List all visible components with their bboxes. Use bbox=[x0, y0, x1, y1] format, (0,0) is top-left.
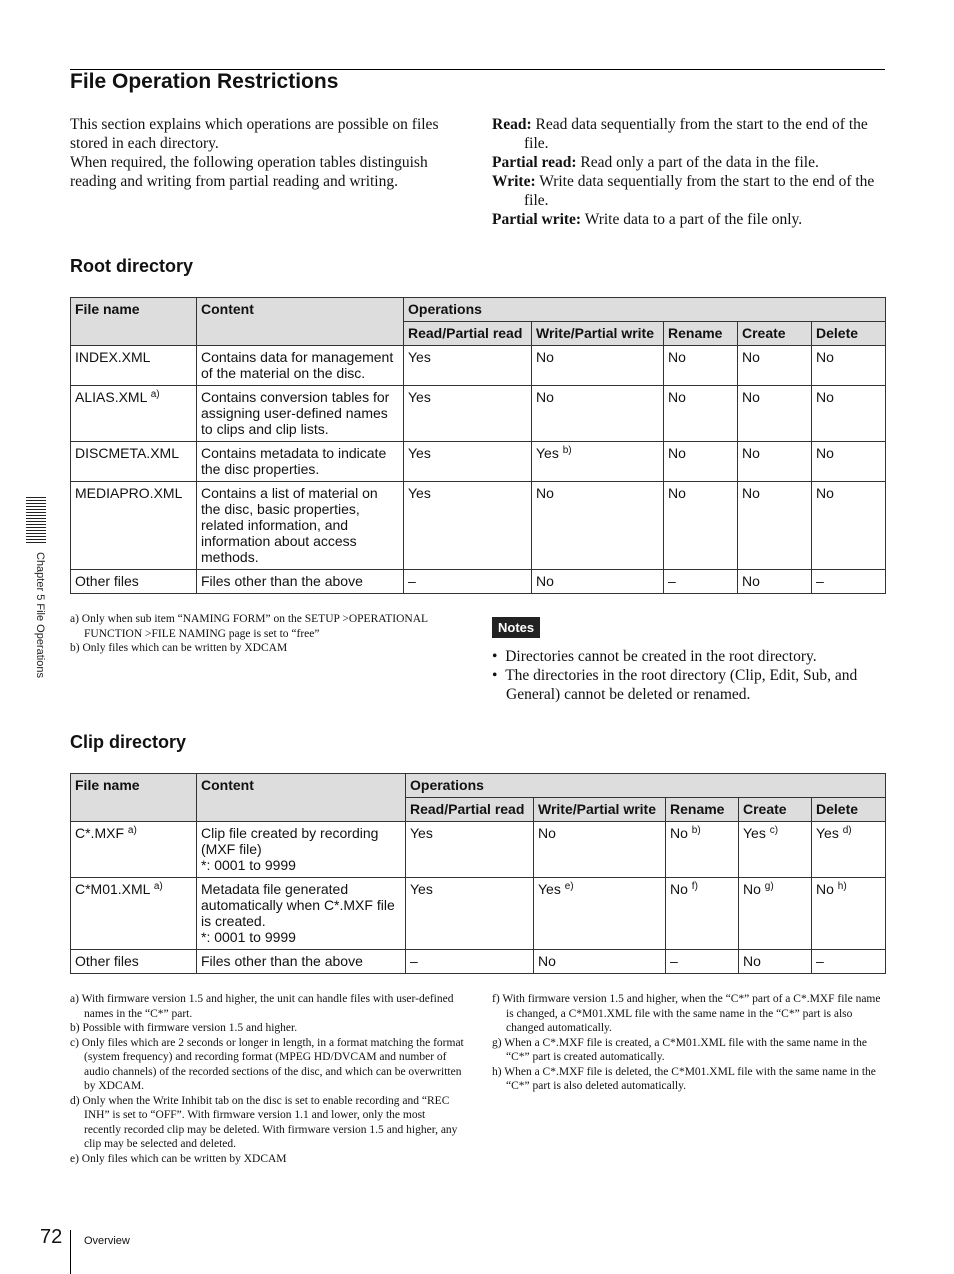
file-name-cell: Other files bbox=[71, 950, 197, 974]
footnote: h) When a C*.MXF file is deleted, the C*M01.XML file with the same name in the “C*” part is also deleted automatically. bbox=[492, 1065, 876, 1092]
footnote: b) Only files which can be written by XDCAM bbox=[70, 642, 288, 654]
footnote-ref: g) bbox=[764, 881, 774, 892]
list-item: • The directories in the root directory (Clip, Edit, Sub, and General) cannot be deleted or renamed. bbox=[492, 667, 858, 703]
footnote-ref: e) bbox=[564, 881, 574, 892]
table-row bbox=[71, 570, 886, 594]
file-name-cell: C*M01.XML $^{a)}$ bbox=[71, 878, 197, 950]
read-cell: Yes bbox=[404, 442, 532, 482]
rename-cell: No bbox=[664, 482, 738, 570]
header-operations: Operations bbox=[404, 298, 886, 322]
footnote-ref: f) bbox=[691, 881, 698, 892]
header-read: Read/Partial read bbox=[406, 798, 534, 822]
delete-cell: No bbox=[812, 482, 886, 570]
rename-cell: – bbox=[664, 570, 738, 594]
footnote: e) Only files which can be written by XDCAM bbox=[70, 1152, 287, 1165]
delete-cell: No $^{h)}$ bbox=[812, 878, 886, 950]
read-cell: Yes bbox=[404, 482, 532, 570]
header-operations: Operations bbox=[406, 774, 886, 798]
footer-divider bbox=[70, 1230, 71, 1274]
content-cell: Metadata file generated automatically when C*.MXF file is created. *: 0001 to 9999 bbox=[197, 878, 406, 950]
file-name-cell: DISCMETA.XML bbox=[71, 442, 197, 482]
header-file-name: File name bbox=[71, 298, 197, 346]
header-delete: Delete bbox=[812, 798, 886, 822]
root-directory-table bbox=[70, 297, 886, 594]
list-item: • Directories cannot be created in the root directory. bbox=[492, 648, 817, 665]
write-cell: Yes $^{e)}$ bbox=[534, 878, 666, 950]
header-file-name: File name bbox=[71, 774, 197, 822]
root-directory-heading: Root directory bbox=[70, 256, 194, 276]
definition-read: Read: Read data sequentially from the start to the end of the file. bbox=[492, 116, 868, 152]
footnote-ref: a) bbox=[153, 881, 163, 892]
definition-write: Write: Write data sequentially from the start to the end of the file. bbox=[492, 173, 875, 209]
table-row bbox=[71, 386, 886, 442]
content-cell: Contains conversion tables for assigning user-defined names to clips and clip lists. bbox=[197, 386, 404, 442]
delete-cell: No bbox=[812, 442, 886, 482]
header-rename: Rename bbox=[664, 322, 738, 346]
chapter-label: Chapter 5 File Operations bbox=[34, 552, 46, 678]
read-cell: Yes bbox=[406, 878, 534, 950]
clip-directory-heading: Clip directory bbox=[70, 732, 187, 752]
content-cell: Contains metadata to indicate the disc properties. bbox=[197, 442, 404, 482]
header-delete: Delete bbox=[812, 322, 886, 346]
file-name-cell: ALIAS.XML $^{a)}$ bbox=[71, 386, 197, 442]
write-cell: No bbox=[534, 822, 666, 878]
file-name-cell: INDEX.XML bbox=[71, 346, 197, 386]
chapter-tab-marker bbox=[26, 497, 46, 543]
file-name-cell: MEDIAPRO.XML bbox=[71, 482, 197, 570]
header-content: Content bbox=[197, 774, 406, 822]
footnote: g) When a C*.MXF file is created, a C*M01.XML file with the same name in the “C*” part is created automatically. bbox=[492, 1036, 867, 1063]
delete-cell: Yes $^{d)}$ bbox=[812, 822, 886, 878]
intro bbox=[70, 115, 470, 191]
write-cell: No bbox=[532, 346, 664, 386]
read-cell: – bbox=[406, 950, 534, 974]
rename-cell: No $^{f)}$ bbox=[666, 878, 739, 950]
notes-badge: Notes bbox=[492, 617, 540, 638]
read-cell: Yes bbox=[404, 346, 532, 386]
delete-cell: No bbox=[812, 386, 886, 442]
content-cell: Contains a list of material on the disc, basic properties, related information, and information about access methods. bbox=[197, 482, 404, 570]
write-cell: Yes $^{b)}$ bbox=[532, 442, 664, 482]
rename-cell: – bbox=[666, 950, 739, 974]
footnote-ref: b) bbox=[562, 445, 572, 456]
header-create: Create bbox=[738, 322, 812, 346]
definition-partial-read: Partial read: Read only a part of the data in the file. bbox=[492, 154, 819, 171]
footnote: a) With firmware version 1.5 and higher, the unit can handle files with user-defined names in the “C*” part. bbox=[70, 993, 454, 1020]
delete-cell: – bbox=[812, 950, 886, 974]
clip-footnotes-right bbox=[492, 992, 885, 1094]
rename-cell: No bbox=[664, 386, 738, 442]
table-row bbox=[71, 482, 886, 570]
content-cell: Files other than the above bbox=[197, 570, 404, 594]
header-rename: Rename bbox=[666, 798, 739, 822]
intro-paragraph-2: When required, the following operation tables distinguish reading and writing from partial reading and writing. bbox=[70, 154, 428, 190]
write-cell: No bbox=[532, 570, 664, 594]
write-cell: No bbox=[532, 386, 664, 442]
create-cell: No $^{g)}$ bbox=[739, 878, 812, 950]
table-row bbox=[71, 346, 886, 386]
header-write: Write/Partial write bbox=[532, 322, 664, 346]
table-row bbox=[71, 878, 886, 950]
read-cell: Yes bbox=[404, 386, 532, 442]
definitions bbox=[492, 115, 887, 229]
footnote: c) Only files which are 2 seconds or longer in length, in a format matching the format (system frequency) and recording format (MPEG HD/DVCAM and number of audio channels) of the recorded sections of the disc, and which can be overwritten by XDCAM. bbox=[70, 1036, 464, 1092]
footnote-ref: b) bbox=[691, 825, 701, 836]
header-content: Content bbox=[197, 298, 404, 346]
create-cell: No bbox=[739, 950, 812, 974]
file-name-cell: C*.MXF $^{a)}$ bbox=[71, 822, 197, 878]
footnote-ref: c) bbox=[769, 825, 779, 836]
delete-cell: – bbox=[812, 570, 886, 594]
definition-partial-write: Partial write: Write data to a part of the file only. bbox=[492, 211, 803, 228]
create-cell: No bbox=[738, 386, 812, 442]
content-cell: Clip file created by recording (MXF file) *: 0001 to 9999 bbox=[197, 822, 406, 878]
write-cell: No bbox=[534, 950, 666, 974]
table-row bbox=[71, 442, 886, 482]
footnote: d) Only when the Write Inhibit tab on the disc is set to enable recording and “REC INH” is set to “OFF”. With firmware version 1.1 and lower, only the most recently recorded clip may be deleted. With firmware version 1.5 and higher, any clip may be selected and deleted. bbox=[70, 1094, 458, 1150]
clip-directory-table bbox=[70, 773, 886, 974]
footer-section: Overview bbox=[84, 1235, 130, 1247]
create-cell: No bbox=[738, 570, 812, 594]
footnote-ref: h) bbox=[837, 881, 847, 892]
create-cell: No bbox=[738, 482, 812, 570]
footnote: f) With firmware version 1.5 and higher, when the “C*” part of a C*.MXF file name is changed, a C*M01.XML file with the same name in the “C*” part is also changed automatically. bbox=[492, 993, 881, 1034]
create-cell: No bbox=[738, 346, 812, 386]
table-row bbox=[71, 950, 886, 974]
write-cell: No bbox=[532, 482, 664, 570]
clip-footnotes-left bbox=[70, 992, 465, 1166]
create-cell: No bbox=[738, 442, 812, 482]
page-number: 72 bbox=[40, 1226, 63, 1248]
root-footnotes bbox=[70, 612, 470, 656]
read-cell: Yes bbox=[406, 822, 534, 878]
footnote-ref: d) bbox=[842, 825, 852, 836]
footnote: a) Only when sub item “NAMING FORM” on the SETUP >OPERATIONAL FUNCTION >FILE NAMING page is set to “free” bbox=[70, 613, 428, 640]
header-read: Read/Partial read bbox=[404, 322, 532, 346]
rename-cell: No bbox=[664, 442, 738, 482]
page-title: File Operation Restrictions bbox=[70, 70, 339, 93]
read-cell: – bbox=[404, 570, 532, 594]
header-create: Create bbox=[739, 798, 812, 822]
file-name-cell: Other files bbox=[71, 570, 197, 594]
footnote: b) Possible with firmware version 1.5 and higher. bbox=[70, 1022, 298, 1034]
footnote-ref: a) bbox=[127, 825, 137, 836]
rename-cell: No $^{b)}$ bbox=[666, 822, 739, 878]
delete-cell: No bbox=[812, 346, 886, 386]
footnote-ref: a) bbox=[150, 389, 160, 400]
create-cell: Yes $^{c)}$ bbox=[739, 822, 812, 878]
notes-list bbox=[492, 647, 887, 704]
header-write: Write/Partial write bbox=[534, 798, 666, 822]
intro-paragraph-1: This section explains which operations are possible on files stored in each directory. bbox=[70, 116, 439, 152]
table-row bbox=[71, 822, 886, 878]
content-cell: Contains data for management of the material on the disc. bbox=[197, 346, 404, 386]
content-cell: Files other than the above bbox=[197, 950, 406, 974]
rename-cell: No bbox=[664, 346, 738, 386]
